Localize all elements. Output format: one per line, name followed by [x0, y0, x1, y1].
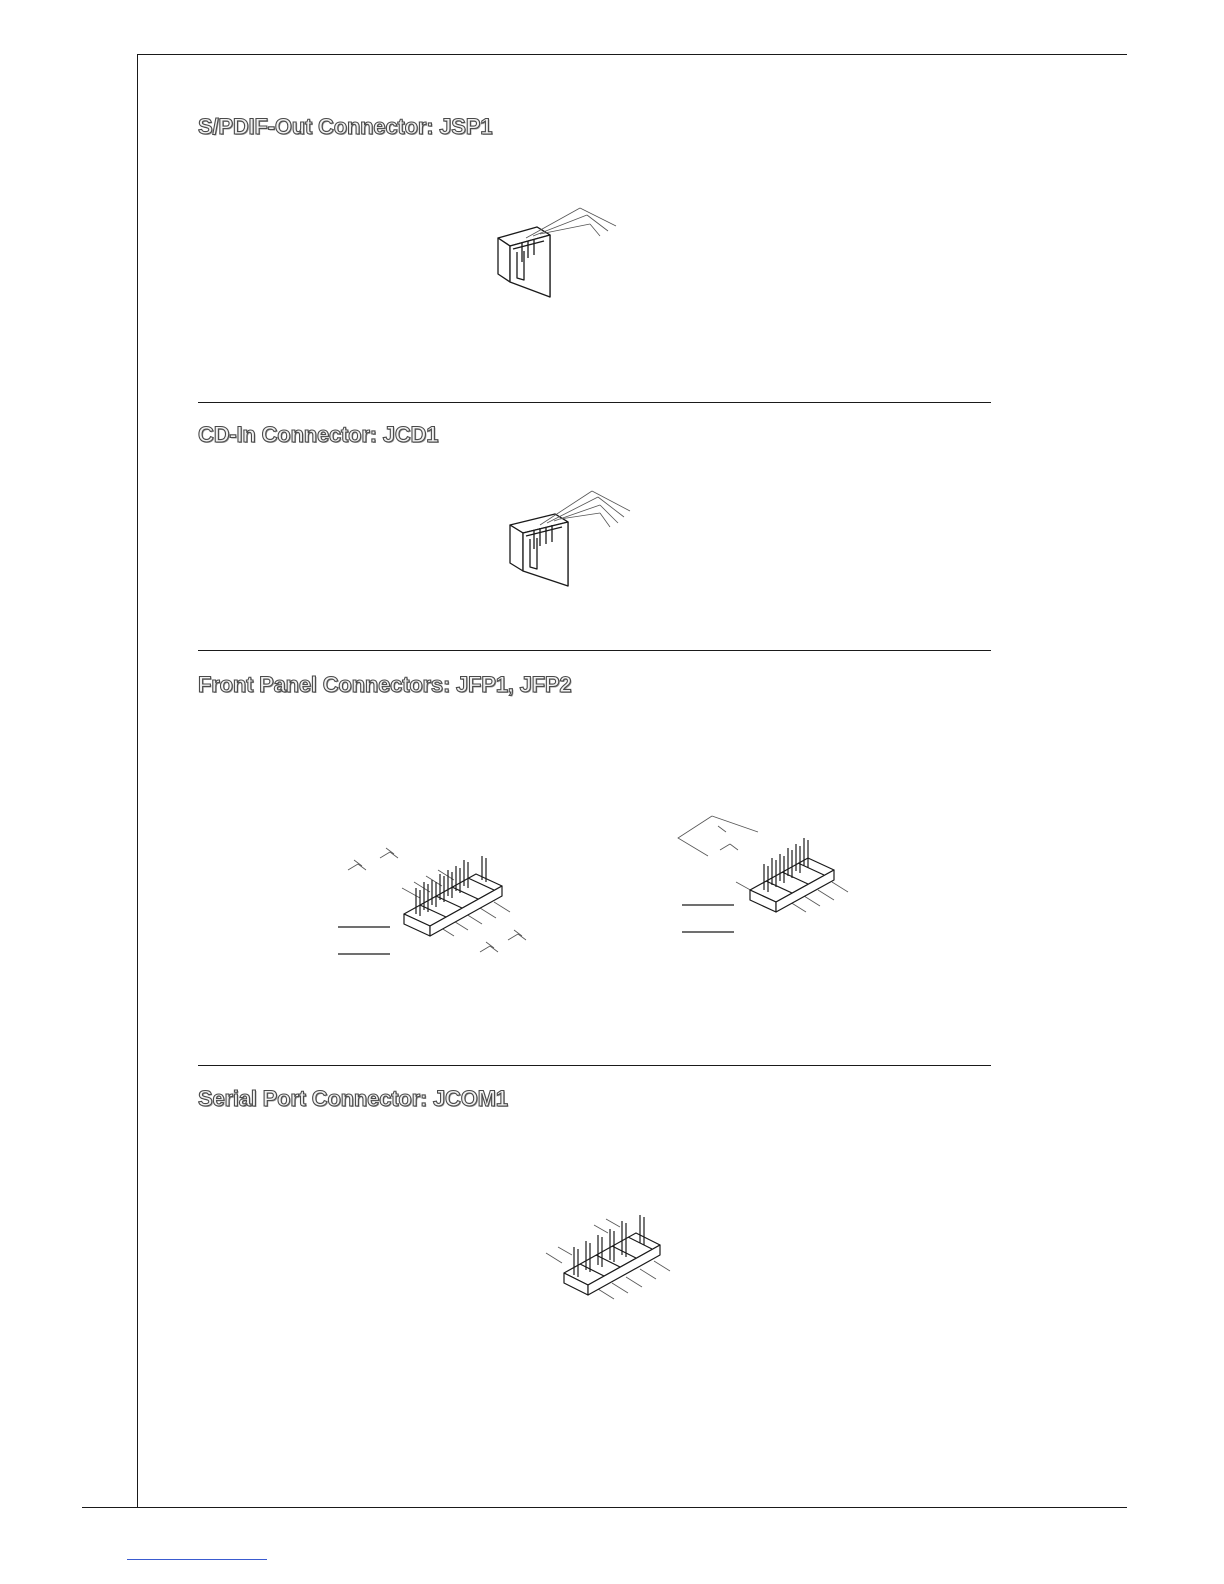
- frame-bottom-rule: [82, 1507, 1127, 1508]
- section-heading-spdif-out: S/PDIF-Out Connector: JSP1: [198, 114, 493, 139]
- jcom1-connector-diagram: [540, 1205, 690, 1315]
- section-heading-serial-port: Serial Port Connector: JCOM1: [198, 1086, 508, 1111]
- section-heading-cd-in: CD-In Connector: JCD1: [198, 422, 439, 447]
- cd-in-connector-diagram: [500, 485, 640, 595]
- jfp2-connector-diagram: [672, 810, 862, 940]
- spdif-connector-diagram: [490, 200, 630, 310]
- section-divider: [198, 402, 991, 403]
- jfp1-connector-diagram: [330, 840, 550, 970]
- frame-left-rule: [137, 54, 138, 1508]
- frame-top-rule: [137, 54, 1127, 55]
- section-heading-front-panel: Front Panel Connectors: JFP1, JFP2: [198, 672, 572, 697]
- footer-link-underline[interactable]: [127, 1559, 267, 1560]
- section-divider: [198, 650, 991, 651]
- section-divider: [198, 1065, 991, 1066]
